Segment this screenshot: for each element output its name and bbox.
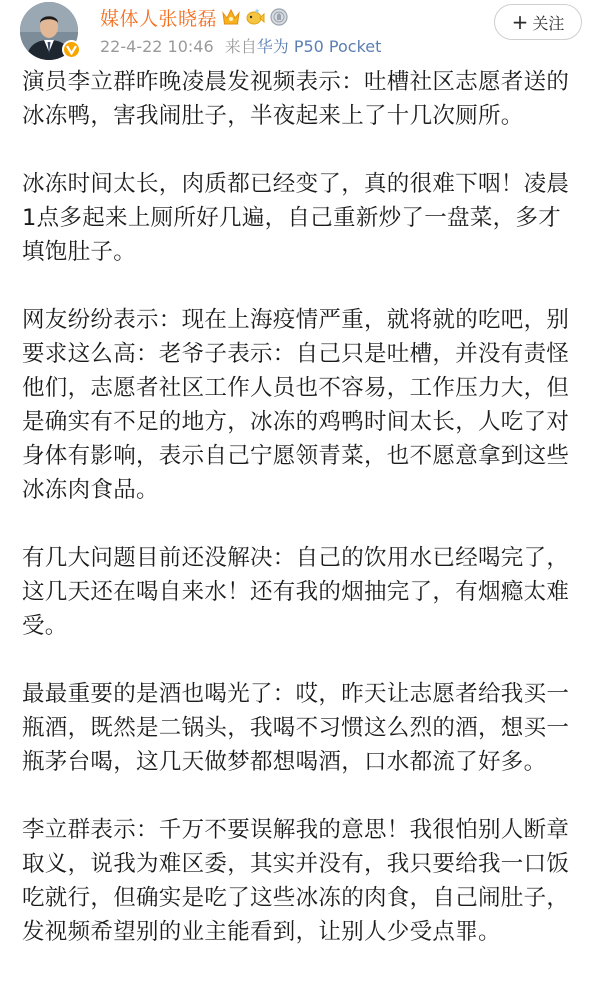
device-link[interactable]: 华为 P50 Pocket	[256, 37, 382, 56]
post-paragraph: 有几大问题目前还没解决：自己的饮用水已经喝完了，这几天还在喝自来水！还有我的烟抽完了，有烟瘾太难受。	[22, 545, 570, 639]
author-name[interactable]: 媒体人张晓磊	[100, 7, 218, 30]
post-date: 22-4-22 10:46	[100, 37, 214, 56]
follow-label: 关注	[532, 13, 565, 33]
follow-button[interactable]	[494, 4, 582, 40]
post-paragraph: 演员李立群昨晚凌晨发视频表示：吐槽社区志愿者送的冰冻鸭，害我闹肚子，半夜起来上了十几次厕所。	[22, 69, 570, 129]
fish-icon	[245, 7, 265, 27]
verified-badge-icon	[62, 40, 81, 59]
post-paragraph: 李立群表示：千万不要误解我的意思！我很怕别人断章取义，说我为难区委，其实并没有，我只要给我一口饭吃就行，但确实是吃了这些冰冻的肉食，自己闹肚子，发视频希望别的业主能看到，让别人少受点罪。	[22, 817, 570, 945]
post-meta	[100, 34, 381, 57]
plus-icon: +	[511, 10, 529, 34]
author-row	[100, 3, 289, 31]
post-paragraph: 冰冻时间太长，肉质都已经变了，真的很难下咽！凌晨1点多起来上厕所好几遍，自己重新炒了一盘菜，多才填饱肚子。	[22, 171, 570, 265]
post-header	[0, 0, 602, 62]
post-paragraph: 网友纷纷表示：现在上海疫情严重，就将就的吃吧，别要求这么高：老爷子表示：自己只是吐槽，并没有责怪他们，志愿者社区工作人员也不容易，工作压力大，但是确实有不足的地方，冰冻的鸡鸭时间太长，人吃了对身体有影响，表示自己宁愿领青菜，也不愿意拿到这些冰冻肉食品。	[22, 307, 570, 503]
medal-icon	[269, 7, 289, 27]
post-body	[22, 65, 582, 983]
source-prefix: 来自	[224, 37, 257, 56]
post-paragraph: 最最重要的是酒也喝光了：哎，昨天让志愿者给我买一瓶酒，既然是二锅头，我喝不习惯这么烈的酒，想买一瓶茅台喝，这几天做梦都想喝酒，口水都流了好多。	[22, 681, 570, 775]
crown-icon	[221, 7, 241, 27]
